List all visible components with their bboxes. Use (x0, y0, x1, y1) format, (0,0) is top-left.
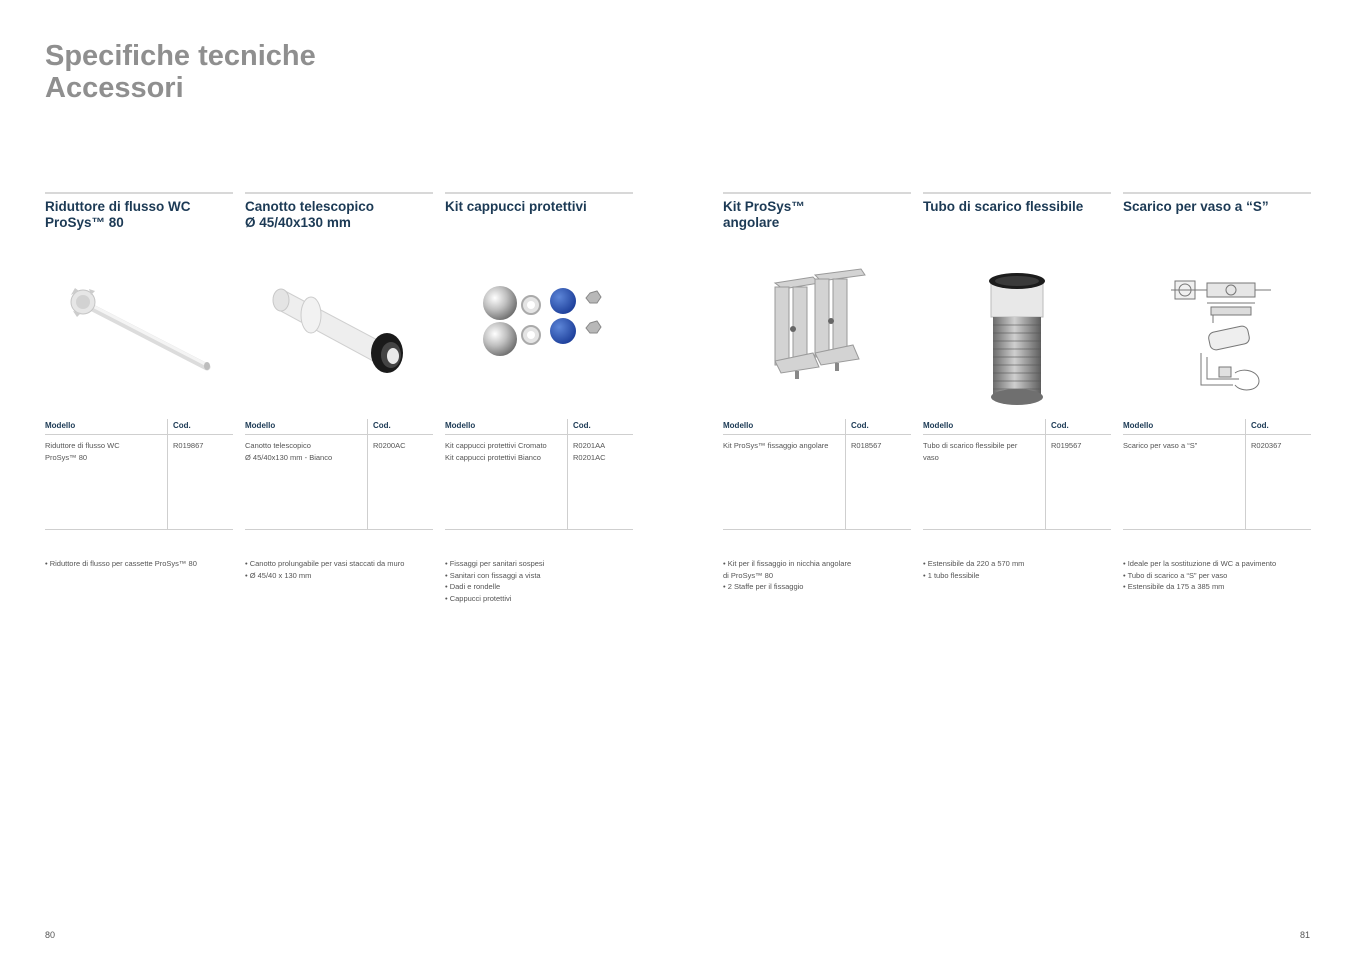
product-card-s-trap-drain (1123, 192, 1311, 593)
code-header: Cod. (573, 421, 591, 430)
code-cell: R018567 (851, 441, 882, 450)
spec-table (723, 419, 911, 530)
feature-item: • 1 tubo flessibile (923, 570, 980, 580)
feature-item: • Kit per il fissaggio in nicchia angolare di ProSys™ 80 (723, 559, 852, 580)
feature-item: • Ø 45/40 x 130 mm (245, 570, 312, 580)
spec-table (1123, 419, 1311, 530)
product-card-telescopic-sleeve (245, 192, 433, 581)
feature-item: • Cappucci protettivi (445, 593, 512, 603)
page-title (45, 40, 316, 104)
spec-table (245, 419, 433, 530)
feature-item: • Canotto prolungabile per vasi staccati da muro (245, 559, 405, 568)
code-header: Cod. (851, 421, 869, 430)
model-header: Modello (723, 421, 754, 430)
model-cell: Kit cappucci protettivi Bianco (445, 452, 541, 462)
feature-item: • Riduttore di flusso per cassette ProSys™ 80 (45, 559, 197, 568)
product-title: Kit ProSys™ angolare (723, 199, 805, 230)
feature-list (45, 558, 233, 570)
feature-item: • 2 Staffe per il fissaggio (723, 582, 804, 591)
product-image-telescopic-sleeve (245, 243, 433, 419)
page-number-left: 80 (45, 930, 56, 940)
title-line-1: Specifiche tecniche (45, 40, 316, 72)
product-card-protective-caps (445, 192, 633, 604)
model-header: Modello (1123, 421, 1154, 430)
code-header: Cod. (173, 421, 191, 430)
feature-list (245, 558, 433, 581)
code-cell: R019867 (173, 441, 204, 450)
product-image-flow-reducer (45, 243, 233, 419)
spec-table (445, 419, 633, 530)
code-header: Cod. (373, 421, 391, 430)
feature-item: • Ideale per la sostituzione di WC a pavimento (1123, 559, 1277, 568)
feature-item: • Estensibile da 175 a 385 mm (1123, 582, 1225, 591)
code-header: Cod. (1051, 421, 1069, 430)
product-card-corner-kit (723, 192, 911, 593)
model-header: Modello (45, 421, 76, 430)
product-image-flexible-drain-pipe (923, 243, 1111, 419)
product-card-flexible-drain-pipe (923, 192, 1111, 581)
product-card-flow-reducer (45, 192, 233, 570)
model-cell: Kit cappucci protettivi Cromato (445, 441, 547, 450)
product-image-protective-caps (445, 243, 633, 419)
model-header: Modello (923, 421, 954, 430)
code-cell: R019567 (1051, 441, 1082, 450)
page-number-right: 81 (1300, 930, 1311, 940)
feature-item: • Fissaggi per sanitari sospesi (445, 559, 545, 568)
feature-item: • Sanitari con fissaggi a vista (445, 570, 541, 580)
spec-table (923, 419, 1111, 530)
feature-item: • Dadi e rondelle (445, 582, 501, 591)
product-title: Riduttore di flusso WC ProSys™ 80 (45, 199, 191, 230)
product-title: Canotto telescopico Ø 45/40x130 mm (245, 199, 375, 230)
model-cell: Kit ProSys™ fissaggio angolare (723, 441, 829, 450)
product-image-s-trap-drain (1123, 243, 1311, 419)
code-header: Cod. (1251, 421, 1269, 430)
model-cell: Riduttore di flusso WC ProSys™ 80 (45, 441, 120, 462)
product-title: Scarico per vaso a “S” (1123, 199, 1269, 214)
spec-table (45, 419, 233, 530)
feature-list (445, 558, 633, 604)
title-line-2: Accessori (45, 72, 184, 104)
code-cell: R0200AC (373, 441, 406, 450)
code-cell: R020367 (1251, 441, 1282, 450)
model-header: Modello (245, 421, 276, 430)
model-cell: Tubo di scarico flessibile per vaso (923, 441, 1018, 462)
product-image-corner-kit (723, 243, 911, 419)
feature-item: • Tubo di scarico a “S” per vaso (1123, 570, 1228, 580)
model-header: Modello (445, 421, 476, 430)
model-cell: Canotto telescopico Ø 45/40x130 mm - Bianco (245, 441, 333, 462)
code-cell: R0201AC (573, 452, 606, 462)
product-title: Tubo di scarico flessibile (923, 199, 1084, 214)
feature-list (723, 558, 911, 593)
product-title: Kit cappucci protettivi (445, 199, 587, 214)
feature-list (1123, 558, 1311, 593)
feature-list (923, 558, 1111, 581)
code-cell: R0201AA (573, 441, 606, 450)
model-cell: Scarico per vaso a “S” (1123, 441, 1198, 450)
feature-item: • Estensibile da 220 a 570 mm (923, 559, 1025, 568)
